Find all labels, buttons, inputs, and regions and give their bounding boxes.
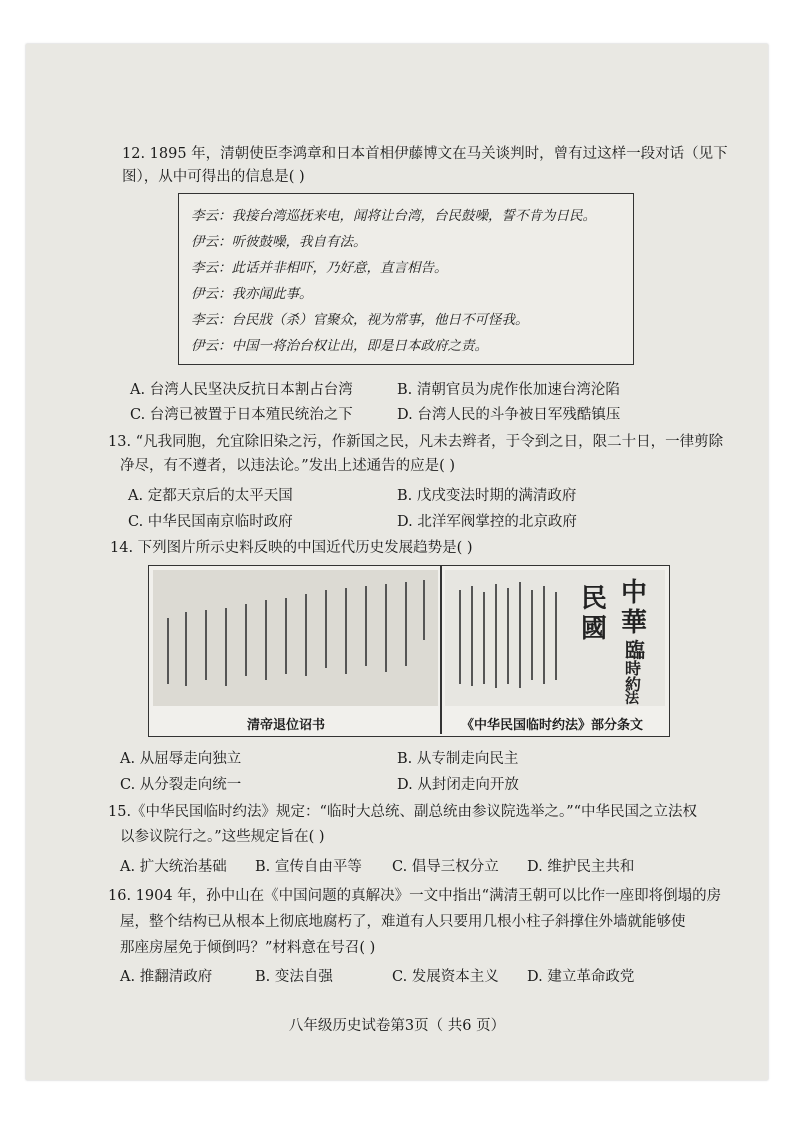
q14-stem: 14. 下列图片所示史料反映的中国近代历史发展趋势是( ) xyxy=(110,540,473,556)
figure-divider xyxy=(440,566,442,734)
q15-option-d[interactable]: D. 维护民主共和 xyxy=(527,859,635,875)
q16-option-c[interactable]: C. 发展资本主义 xyxy=(392,969,499,985)
q12-stem-line1: 12. 1895 年，清朝使臣李鸿章和日本首相伊藤博文在马关谈判时，曾有过这样一段对话（见下 xyxy=(122,146,728,162)
q16-stem-line2: 屋，整个结构已从根本上彻底地腐朽了，难道有人只要用几根小柱子斜撑住外墙就能够使 xyxy=(120,914,686,930)
caption-abdication-edict: 清帝退位诏书 xyxy=(247,718,326,733)
q16-option-a[interactable]: A. 推翻清政府 xyxy=(120,969,213,985)
abdication-edict-image xyxy=(153,570,438,706)
title-char: 國 xyxy=(581,614,608,644)
q13-option-a[interactable]: A. 定都天京后的太平天国 xyxy=(128,488,293,504)
q15-stem-line2: 以参议院行之。”这些规定旨在( ) xyxy=(120,829,325,845)
q12-option-b[interactable]: B. 清朝官员为虎作伥加速台湾沦陷 xyxy=(397,382,620,398)
dialog-line: 伊云：中国一将治台权让出，即是日本政府之责。 xyxy=(191,338,488,354)
dialog-line: 伊云：我亦闻此事。 xyxy=(191,286,313,302)
q15-stem-line1: 15.《中华民国临时约法》规定：“临时大总统、副总统由参议院选举之。”“中华民国之立法权 xyxy=(108,804,698,820)
dialog-line: 李云：台民戕（杀）官聚众，视为常事，他日不可怪我。 xyxy=(191,312,529,328)
q13-stem-line1: 13. “凡我同胞，允宜除旧染之污，作新国之民，凡未去辫者，于令到之日，限二十日，一律剪除 xyxy=(108,434,724,450)
q15-option-a[interactable]: A. 扩大统治基础 xyxy=(120,859,227,875)
q16-option-d[interactable]: D. 建立革命政党 xyxy=(527,969,635,985)
provisional-constitution-image xyxy=(445,570,665,706)
q14-option-d[interactable]: D. 从封闭走向开放 xyxy=(397,777,519,793)
q12-stem-line2: 图），从中可得出的信息是( ) xyxy=(122,169,305,185)
dialog-line: 李云：我接台湾巡抚来电，闻将让台湾，台民鼓噪，誓不肯为日民。 xyxy=(191,208,596,224)
q15-option-c[interactable]: C. 倡导三权分立 xyxy=(392,859,499,875)
q14-option-b[interactable]: B. 从专制走向民主 xyxy=(397,751,519,767)
q16-stem-line3: 那座房屋免于倾倒吗？”材料意在号召( ) xyxy=(120,940,376,956)
q13-option-b[interactable]: B. 戊戌变法时期的满清政府 xyxy=(397,488,577,504)
dialog-line: 李云：此话并非相吓，乃好意，直言相告。 xyxy=(191,260,448,276)
q13-option-d[interactable]: D. 北洋军阀掌控的北京政府 xyxy=(397,514,577,530)
title-char: 臨 xyxy=(625,638,645,662)
title-char: 華 xyxy=(621,608,648,638)
q12-option-c[interactable]: C. 台湾已被置于日本殖民统治之下 xyxy=(130,407,353,423)
page-footer: 八年级历史试卷第3页（ 共6 页） xyxy=(288,1018,506,1034)
q12-dialog-box xyxy=(178,193,634,365)
q14-figure xyxy=(148,565,670,737)
q14-option-c[interactable]: C. 从分裂走向统一 xyxy=(120,777,242,793)
caption-provisional-constitution: 《中华民国临时约法》部分条文 xyxy=(461,718,644,733)
q13-stem-line2: 净尽，有不遵者，以违法论。”发出上述通告的应是( ) xyxy=(120,458,456,474)
title-char: 民 xyxy=(581,584,608,614)
title-char: 中 xyxy=(621,578,648,608)
q16-option-b[interactable]: B. 变法自强 xyxy=(255,969,333,985)
q16-stem-line1: 16. 1904 年，孙中山在《中国问题的真解决》一文中指出“满清王朝可以比作一座即将倒塌的房 xyxy=(108,888,722,904)
title-char: 約 xyxy=(625,675,642,694)
q14-option-a[interactable]: A. 从屈辱走向独立 xyxy=(120,751,242,767)
q13-option-c[interactable]: C. 中华民国南京临时政府 xyxy=(128,514,293,530)
dialog-line: 伊云：听彼鼓噪，我自有法。 xyxy=(191,234,367,250)
title-char: 時 xyxy=(625,659,642,678)
title-char: 法 xyxy=(625,691,639,706)
q12-option-a[interactable]: A. 台湾人民坚决反抗日本割占台湾 xyxy=(130,382,353,398)
q12-option-d[interactable]: D. 台湾人民的斗争被日军残酷镇压 xyxy=(397,407,621,423)
q15-option-b[interactable]: B. 宣传自由平等 xyxy=(255,859,362,875)
